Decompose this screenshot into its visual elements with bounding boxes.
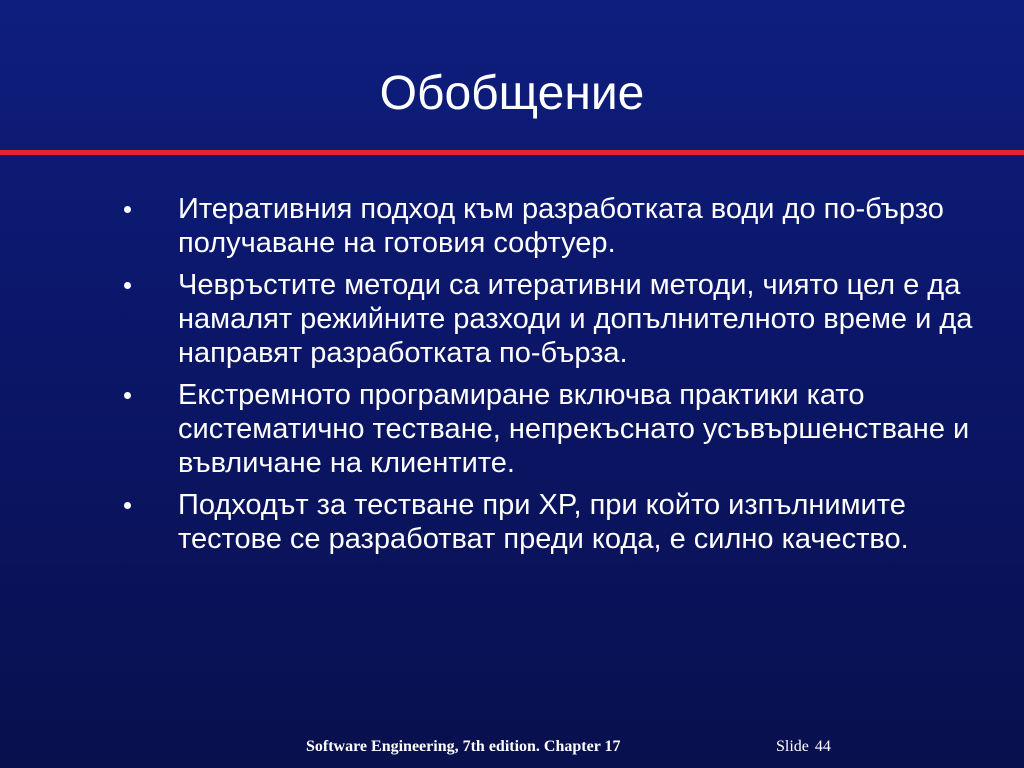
slide-number: 44 (814, 738, 831, 755)
title-divider (0, 150, 1024, 155)
slide-title: Обобщение (379, 67, 645, 120)
bullet-item (120, 378, 980, 480)
slide-label: Slide (776, 738, 809, 755)
bullet-text: Подходът за тестване при XP, при който изпълнимите тестове се разработват преди кода, е силно качество. (178, 489, 909, 555)
bullet-text: Итеративния подход към разработката води до по-бързо получаване на готовия софтуер. (178, 193, 944, 259)
bullet-text: Екстремното програмиране включва практики като систематично тестване, непрекъснато усъвършенстване и въвличане на клиентите. (178, 379, 970, 479)
bullet-list (120, 192, 980, 564)
bullet-icon (124, 502, 131, 509)
bullet-item (120, 488, 980, 556)
bullet-item (120, 192, 980, 260)
bullet-icon (124, 206, 131, 213)
bullet-icon (124, 282, 131, 289)
footer-slide-indicator (776, 738, 831, 756)
footer-book-title: Software Engineering, 7th edition. Chapter 17 (306, 738, 621, 755)
bullet-item (120, 268, 980, 370)
bullet-text: Чевръстите методи са итеративни методи, чиято цел е да намалят режийните разходи и допълнителното време и да направят разработката по-бърза. (178, 269, 973, 369)
bullet-icon (124, 392, 131, 399)
